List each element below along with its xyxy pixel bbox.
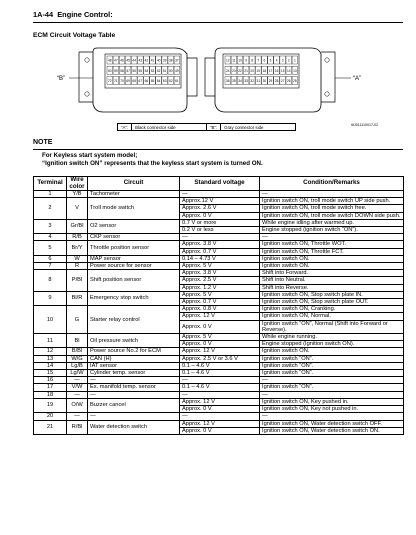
pin-number: 43 — [138, 58, 143, 63]
pin-number: 39 — [162, 58, 167, 63]
circuit-cell: CKP sensor — [88, 234, 180, 241]
circuit-cell: Cylinder temp. sensor — [88, 370, 180, 377]
voltage-cell: Approx. 5 V — [180, 291, 260, 298]
terminal-cell: 17 — [34, 384, 67, 391]
voltage-cell: Approx. 0 V — [180, 341, 260, 348]
condition-cell: Ignition switch ON, Throttle FCT. — [260, 248, 404, 255]
pin-number: 19 — [256, 68, 261, 73]
pin-number: 42 — [144, 58, 149, 63]
pin-number: 56 — [132, 68, 136, 73]
table-header-row — [34, 177, 404, 191]
condition-cell: Ignition switch ON, Stop switch plate OUT. — [260, 299, 404, 306]
voltage-cell: Approx. 12 V — [180, 398, 260, 405]
wire-color-cell: V/W — [67, 384, 88, 391]
condition-cell: Ignition switch ON, Cranking. — [260, 306, 404, 313]
terminal-cell: 11 — [34, 334, 67, 348]
condition-cell: Ignition switch “ON”. — [260, 362, 404, 369]
connector-b-label: “B” — [57, 76, 65, 82]
header-rule — [33, 22, 403, 23]
col-condition: Condition/Remarks — [260, 177, 404, 191]
pin-number: 24 — [226, 68, 230, 73]
circuit-cell: MAP sensor — [88, 255, 180, 262]
condition-cell: Ignition switch ON, Normal. — [260, 313, 404, 320]
pin-number: 30 — [262, 79, 267, 83]
pin-number: 40 — [156, 58, 161, 63]
table-row — [34, 391, 404, 398]
condition-cell: Ignition switch ON. — [260, 263, 404, 270]
circuit-cell: Throttle position sensor — [88, 241, 180, 255]
condition-cell: — — [260, 413, 404, 420]
pin-number: 59 — [114, 68, 118, 73]
pin-number: 60 — [108, 68, 112, 73]
table-row — [34, 255, 404, 262]
pin-number: 57 — [126, 68, 130, 73]
circuit-cell: Troll mode switch — [88, 198, 180, 220]
circuit-cell: — — [88, 391, 180, 398]
voltage-cell: Approx. 0 V — [180, 212, 260, 219]
terminal-cell: 8 — [34, 270, 67, 292]
terminal-cell: 4 — [34, 234, 67, 241]
wire-color-cell: Bl — [67, 334, 88, 348]
pin-number: 61 — [175, 79, 179, 83]
legend-text: Black connector side — [132, 124, 207, 131]
pin-number: 18 — [262, 68, 267, 73]
circuit-cell: Power source for sensor — [88, 263, 180, 270]
voltage-cell: Approx. 0 V — [180, 406, 260, 413]
wire-color-cell: Y/B — [67, 191, 88, 198]
pin-number: 64 — [156, 79, 161, 83]
wire-color-cell: R — [67, 263, 88, 270]
voltage-cell: Approx. 2.5 V or 3.6 V — [180, 355, 260, 362]
table-body — [34, 191, 404, 435]
pin-number: 58 — [120, 68, 124, 73]
col-circuit: Circuit — [88, 177, 180, 191]
table-row — [34, 370, 404, 377]
voltage-cell: 0.1 – 4.6 V — [180, 370, 260, 377]
pin-number: 46 — [120, 58, 124, 63]
pin-number: 34 — [238, 79, 242, 83]
voltage-cell: Approx. 12 V — [180, 348, 260, 355]
circuit-cell: Emergency stop switch — [88, 291, 180, 305]
terminal-cell: 12 — [34, 348, 67, 355]
pin-number: 3 — [281, 58, 284, 63]
voltage-cell: 0.1 – 4.6 V — [180, 384, 260, 391]
condition-cell: — — [260, 234, 404, 241]
terminal-cell: 9 — [34, 291, 67, 305]
circuit-cell: Starter relay control — [88, 306, 180, 334]
pin-number: 26 — [287, 79, 291, 83]
voltage-cell: Approx. 0.7 V — [180, 248, 260, 255]
voltage-cell: — — [180, 191, 260, 198]
pin-number: 49 — [175, 68, 179, 73]
voltage-cell: — — [180, 377, 260, 384]
table-row — [34, 413, 404, 420]
pin-grid — [107, 56, 298, 84]
legend-text: Gray connector side — [221, 124, 296, 131]
table-row — [34, 270, 404, 277]
condition-cell: — — [260, 391, 404, 398]
pin-number: 13 — [293, 68, 297, 73]
terminal-cell: 1 — [34, 191, 67, 198]
pin-number: 33 — [244, 79, 248, 83]
condition-cell: — — [260, 377, 404, 384]
pin-number: 12 — [226, 58, 230, 63]
pin-number: 32 — [250, 79, 254, 83]
condition-cell: Shift into Forward. — [260, 270, 404, 277]
pin-number: 62 — [169, 79, 173, 83]
pin-number: 47 — [114, 58, 118, 63]
col-terminal: Terminal — [34, 177, 67, 191]
table-row — [34, 219, 404, 226]
condition-cell: Ignition switch “ON”. — [260, 384, 404, 391]
connector-a-label: “A” — [353, 76, 361, 82]
page-ref: 1A-44 — [33, 10, 54, 19]
voltage-cell: Approx. 12 V — [180, 420, 260, 427]
voltage-cell: Approx. 0 V — [180, 320, 260, 333]
pin-number: 71 — [114, 79, 118, 83]
note-line-1: For Keyless start system model; — [42, 152, 138, 159]
voltage-cell: Approx. 0 V — [180, 427, 260, 434]
wire-color-cell: G — [67, 306, 88, 334]
condition-cell: Ignition switch ON, troll mode switch DOWN side push. — [260, 212, 404, 219]
condition-cell: Engine stopped (Ignition switch ON). — [260, 341, 404, 348]
circuit-cell: — — [88, 377, 180, 384]
pin-number: 67 — [138, 79, 143, 83]
condition-cell: Shift into Reverse. — [260, 284, 404, 291]
pin-number: 36 — [226, 79, 230, 83]
pin-number: 38 — [169, 58, 173, 63]
voltage-cell: Approx. 1.2 V — [180, 284, 260, 291]
circuit-cell: Buzzer cancel — [88, 398, 180, 412]
voltage-cell: 0.1 – 4.6 V — [180, 362, 260, 369]
circuit-cell: CAN (H) — [88, 355, 180, 362]
connector-legend — [117, 123, 296, 131]
pin-number: 63 — [162, 79, 167, 83]
pin-number: 68 — [132, 79, 136, 83]
pin-number: 21 — [244, 68, 248, 73]
pin-number: 50 — [169, 68, 173, 73]
figure-code: I6J011110017-02 — [351, 123, 379, 127]
pin-number: 45 — [126, 58, 130, 63]
condition-cell: Ignition switch “ON”. — [260, 355, 404, 362]
voltage-cell: — — [180, 413, 260, 420]
pin-number: 22 — [238, 68, 242, 73]
pin-number: 25 — [293, 79, 297, 83]
pin-number: 65 — [150, 79, 155, 83]
voltage-cell: 0.2 V or less — [180, 227, 260, 234]
section-name: Engine Control: — [57, 10, 113, 19]
pin-number: 72 — [108, 79, 112, 83]
table-row — [34, 191, 404, 198]
terminal-cell: 5 — [34, 241, 67, 255]
wire-color-cell: P/Bl — [67, 270, 88, 292]
condition-cell: While engine running. — [260, 334, 404, 341]
wire-color-cell: — — [67, 377, 88, 384]
pin-number: 16 — [274, 68, 279, 73]
wire-color-cell: O/W — [67, 398, 88, 412]
condition-cell: While engine idling after warmed up. — [260, 219, 404, 226]
voltage-cell: Approx. 3.8 V — [180, 241, 260, 248]
circuit-cell: Power source No.2 for ECM — [88, 348, 180, 355]
terminal-cell: 14 — [34, 362, 67, 369]
circuit-cell: — — [88, 413, 180, 420]
condition-cell: Ignition switch ON, Water detection switch OFF. — [260, 420, 404, 427]
pin-number: 5 — [269, 58, 272, 63]
terminal-cell: 3 — [34, 219, 67, 233]
voltage-cell: Approx. 12 V — [180, 313, 260, 320]
wire-color-cell: Bl/R — [67, 291, 88, 305]
wire-color-cell: R/B — [67, 234, 88, 241]
terminal-cell: 13 — [34, 355, 67, 362]
pin-number: 11 — [232, 58, 236, 63]
terminal-cell: 21 — [34, 420, 67, 434]
pin-number: 17 — [268, 68, 273, 73]
table-row — [34, 291, 404, 298]
pin-number: 41 — [150, 58, 155, 63]
voltage-cell: 0.7 V or more — [180, 219, 260, 226]
terminal-cell: 15 — [34, 370, 67, 377]
table-row — [34, 348, 404, 355]
pin-number: 48 — [108, 58, 112, 63]
terminal-cell: 20 — [34, 413, 67, 420]
voltage-cell: Approx. 5 V — [180, 334, 260, 341]
pin-number: 7 — [257, 58, 260, 63]
pin-number: 2 — [287, 58, 290, 63]
pin-number: 9 — [245, 58, 247, 63]
voltage-cell: Approx.12 V — [180, 198, 260, 205]
pin-number: 35 — [232, 79, 236, 83]
wire-color-cell: Gr/Bl — [67, 219, 88, 233]
wire-color-cell: Lg/B — [67, 362, 88, 369]
pin-number: 54 — [144, 68, 149, 73]
ecm-connector-diagram — [55, 40, 395, 132]
table-row — [34, 234, 404, 241]
voltage-cell: Approx. 2.5 V — [180, 277, 260, 284]
table-row — [34, 306, 404, 313]
circuit-cell: O2 sensor — [88, 219, 180, 233]
pin-number: 6 — [263, 58, 266, 63]
pin-number: 69 — [126, 79, 130, 83]
pin-number: 27 — [280, 79, 285, 83]
voltage-cell: — — [180, 391, 260, 398]
circuit-cell: Shift position sensor — [88, 270, 180, 292]
section-title: ECM Circuit Voltage Table — [33, 32, 116, 39]
table-row — [34, 355, 404, 362]
note-title: NOTE — [33, 139, 53, 146]
note-line-2: “Ignition switch ON” represents that the keyless start system is turned ON. — [42, 160, 263, 167]
voltage-cell: Approx. 0.8 V — [180, 306, 260, 313]
pin-number: 53 — [150, 68, 155, 73]
col-wire-color: Wire color — [67, 177, 88, 191]
condition-cell: Ignition switch ON, Water detection switch ON. — [260, 427, 404, 434]
pin-number: 52 — [156, 68, 161, 73]
circuit-cell: IAT sensor — [88, 362, 180, 369]
table-row — [34, 334, 404, 341]
circuit-cell: Water detection switch — [88, 420, 180, 434]
terminal-cell: 16 — [34, 377, 67, 384]
pin-number: 10 — [238, 58, 242, 63]
condition-cell: Engine stopped (ignition switch “ON”). — [260, 227, 404, 234]
condition-cell: Ignition switch ON, Key not pushed in. — [260, 406, 404, 413]
circuit-cell: Ex. manifold temp. sensor — [88, 384, 180, 391]
voltage-cell: Approx. 3.8 V — [180, 270, 260, 277]
condition-cell: Ignition switch ON, Stop switch plate IN. — [260, 291, 404, 298]
wire-color-cell: — — [67, 391, 88, 398]
pin-number: 31 — [256, 79, 261, 83]
table-row — [34, 377, 404, 384]
circuit-cell: Oil pressure switch — [88, 334, 180, 348]
pin-number: 28 — [274, 79, 279, 83]
table-row — [34, 198, 404, 205]
terminal-cell: 19 — [34, 398, 67, 412]
wire-color-cell: — — [67, 413, 88, 420]
condition-cell: Ignition switch ON. — [260, 348, 404, 355]
ecm-voltage-table — [33, 176, 404, 435]
table-row — [34, 398, 404, 405]
pin-number: 44 — [132, 58, 136, 63]
voltage-cell: Approx. 5 V — [180, 263, 260, 270]
condition-cell: Ignition switch ON. — [260, 255, 404, 262]
condition-cell: Ignition switch “ON”, Normal (Shift into Forward or Reverse). — [260, 320, 404, 333]
pin-number: 51 — [162, 68, 167, 73]
voltage-cell: Approx. 0.7 V — [180, 299, 260, 306]
terminal-cell: 2 — [34, 198, 67, 220]
legend-key: “B”: — [207, 124, 221, 131]
pin-number: 55 — [138, 68, 143, 73]
condition-cell: Ignition switch ON, troll mode switch UP side push. — [260, 198, 404, 205]
wire-color-cell: B/Bl — [67, 348, 88, 355]
wire-color-cell: R/Bl — [67, 420, 88, 434]
condition-cell: Ignition switch ON, troll mode switch free. — [260, 205, 404, 212]
condition-cell: Shift into Neutral. — [260, 277, 404, 284]
circuit-cell: Tachometer — [88, 191, 180, 198]
terminal-cell: 7 — [34, 263, 67, 270]
wire-color-cell: Lg/W — [67, 370, 88, 377]
page-header — [33, 10, 113, 19]
wire-color-cell: W/G — [67, 355, 88, 362]
pin-number: 14 — [287, 68, 291, 73]
pin-number: 70 — [120, 79, 124, 83]
pin-number: 8 — [251, 58, 254, 63]
table-row — [34, 241, 404, 248]
col-standard-voltage: Standard voltage — [180, 177, 260, 191]
voltage-cell: — — [180, 234, 260, 241]
terminal-cell: 6 — [34, 255, 67, 262]
terminal-cell: 10 — [34, 306, 67, 334]
legend-row — [118, 124, 296, 131]
wire-color-cell: W — [67, 255, 88, 262]
pin-number: 15 — [280, 68, 285, 73]
pin-number: 4 — [275, 58, 278, 63]
pin-number: 1 — [294, 58, 296, 63]
pin-number: 23 — [232, 68, 236, 73]
wire-color-cell: V — [67, 198, 88, 220]
condition-cell: — — [260, 191, 404, 198]
table-row — [34, 384, 404, 391]
voltage-cell: Approx. 2.6 V — [180, 205, 260, 212]
voltage-cell: 0.14 – 4.73 V — [180, 255, 260, 262]
note-rule — [33, 149, 403, 150]
table-row — [34, 420, 404, 427]
condition-cell: Ignition switch ON, Throttle WOT. — [260, 241, 404, 248]
pin-number: 66 — [144, 79, 149, 83]
wire-color-cell: Br/Y — [67, 241, 88, 255]
condition-cell: Ignition switch “ON”. — [260, 370, 404, 377]
table-row — [34, 362, 404, 369]
pin-number: 37 — [175, 58, 179, 63]
pin-number: 20 — [250, 68, 254, 73]
pin-number: 29 — [268, 79, 273, 83]
condition-cell: Ignition switch ON, Key pushed in. — [260, 398, 404, 405]
legend-key: “A”: — [118, 124, 132, 131]
table-row — [34, 263, 404, 270]
terminal-cell: 18 — [34, 391, 67, 398]
